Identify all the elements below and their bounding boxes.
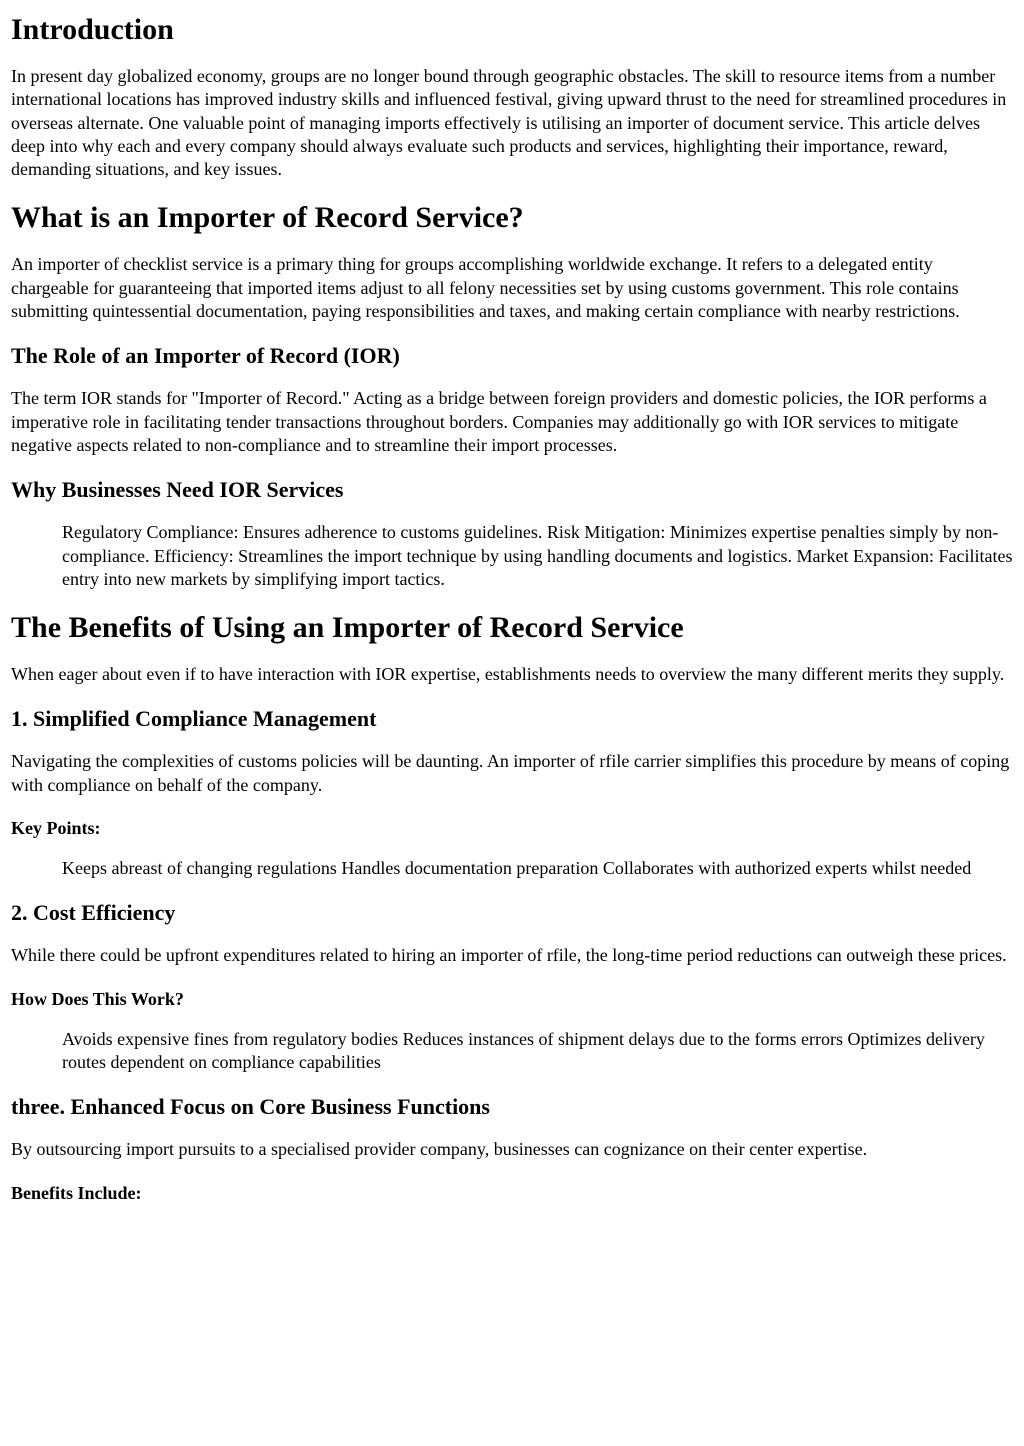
intro-paragraph: In present day globalized economy, groups are no longer bound through geographic obstacles. The skill to resource items from a number international locations has improved industry skills and influenced festival, giving upward thrust to the need for streamlined procedures in overseas alternate. One valuable point of managing imports effectively is utilising an importer of document service. This article delves deep into why each and every company should always evaluate such products and services, highlighting their importance, reward, demanding situations, and key issues. <box>11 66 1007 180</box>
simplified-compliance-paragraph: Navigating the complexities of customs policies will be daunting. An importer of rfile carrier simplifies this procedure by means of coping with compliance on behalf of the company. <box>11 751 1010 795</box>
what-is-ior-paragraph: An importer of checklist service is a primary thing for groups accomplishing worldwide exchange. It refers to a delegated entity chargeable for guaranteeing that imported items adjust to all felony necessities set by using customs government. This role contains submitting quintessential documentation, paying responsibilities and taxes, and making certain compliance with nearby restrictions. <box>11 254 960 322</box>
benefits-heading: The Benefits of Using an Importer of Record Service <box>11 611 684 645</box>
role-of-ior-heading: The Role of an Importer of Record (IOR) <box>11 343 400 369</box>
role-of-ior-paragraph: The term IOR stands for "Importer of Record." Acting as a bridge between foreign providers and domestic policies, the IOR performs a imperative role in facilitating tender transactions throughout borders. Companies may additionally go with IOR services to mitigate negative aspects related to non-compliance and to streamline their import processes. <box>11 388 987 455</box>
benefits-include-heading: Benefits Include: <box>11 1182 142 1203</box>
simplified-compliance-heading: 1. Simplified Compliance Management <box>11 706 377 732</box>
why-businesses-heading: Why Businesses Need IOR Services <box>11 477 344 503</box>
what-is-ior-heading: What is an Importer of Record Service? <box>11 201 524 235</box>
why-businesses-quote: Regulatory Compliance: Ensures adherence to customs guidelines. Risk Mitigation: Minimizes expertise penalties simply by non-compliance. Efficiency: Streamlines the import technique by using handling documents and logistics. Market Expansion: Facilitates entry into new markets by simplifying import tactics. <box>62 522 1013 589</box>
intro-heading: Introduction <box>11 13 174 46</box>
enhanced-focus-paragraph: By outsourcing import pursuits to a specialised provider company, businesses can cognizance on their center expertise. <box>11 1139 868 1160</box>
key-points-heading: Key Points: <box>11 818 101 839</box>
key-points-quote: Keeps abreast of changing regulations Handles documentation preparation Collaborates with authorized experts whilst needed <box>62 858 972 879</box>
cost-efficiency-heading: 2. Cost Efficiency <box>11 900 176 926</box>
enhanced-focus-heading: three. Enhanced Focus on Core Business Functions <box>11 1094 490 1120</box>
cost-efficiency-paragraph: While there could be upfront expenditures related to hiring an importer of rfile, the long-time period reductions can outweigh these prices. <box>11 945 1007 966</box>
how-does-this-work-heading: How Does This Work? <box>11 988 184 1009</box>
benefits-paragraph: When eager about even if to have interaction with IOR expertise, establishments needs to overview the many different merits they supply. <box>11 664 1005 685</box>
how-does-this-work-quote: Avoids expensive fines from regulatory bodies Reduces instances of shipment delays due to the forms errors Optimizes delivery routes dependent on compliance capabilities <box>62 1028 985 1072</box>
